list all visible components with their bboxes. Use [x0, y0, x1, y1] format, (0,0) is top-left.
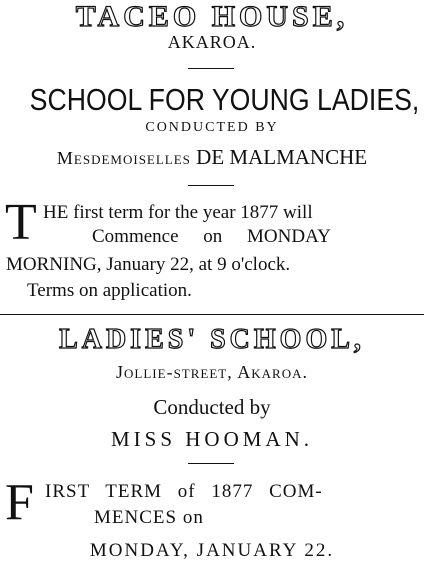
- ad1-short-rule-1: [188, 68, 234, 69]
- ad2-short-rule: [188, 463, 234, 464]
- ad2-title: LADIES' SCHOOL,: [59, 324, 365, 355]
- ad1-body-line1: HE first term for the year 1877 will: [43, 202, 313, 223]
- ad1-body-line2: Commence on MONDAY: [92, 226, 331, 247]
- ad1-body-line4: Terms on application.: [27, 280, 192, 301]
- ad1-short-rule-2: [188, 185, 234, 186]
- ad2-body-line1: IRST TERM of 1877 COM-: [45, 481, 323, 502]
- ad-separator-rule: [0, 314, 424, 315]
- ad1-proprietors: [0, 147, 424, 168]
- ad1-proprietors-prefix: Mesdemoiselles: [56, 148, 191, 168]
- ad1-headline: SCHOOL FOR YOUNG LADIES,: [29, 82, 420, 117]
- ad1-body-line3: MORNING, January 22, at 9 o'clock.: [6, 254, 291, 275]
- ad2-body-line2: MENCES on: [94, 507, 204, 528]
- ad2-proprietor: MISS HOOMAN.: [110, 427, 314, 451]
- ad1-title: TACEO HOUSE,: [75, 0, 349, 33]
- ad1-conducted-by: CONDUCTED BY: [145, 120, 279, 135]
- ad2-drop-cap: F: [5, 474, 34, 531]
- ad1-location: AKAROA.: [167, 32, 257, 52]
- ad2-body-line3: MONDAY, JANUARY 22.: [89, 540, 335, 561]
- ad1-proprietors-name: DE MALMANCHE: [196, 145, 368, 169]
- ad2-address: Jollie-street, Akaroa.: [116, 362, 308, 382]
- ad1-drop-cap: T: [5, 194, 37, 251]
- ad2-conducted: Conducted by: [153, 395, 271, 419]
